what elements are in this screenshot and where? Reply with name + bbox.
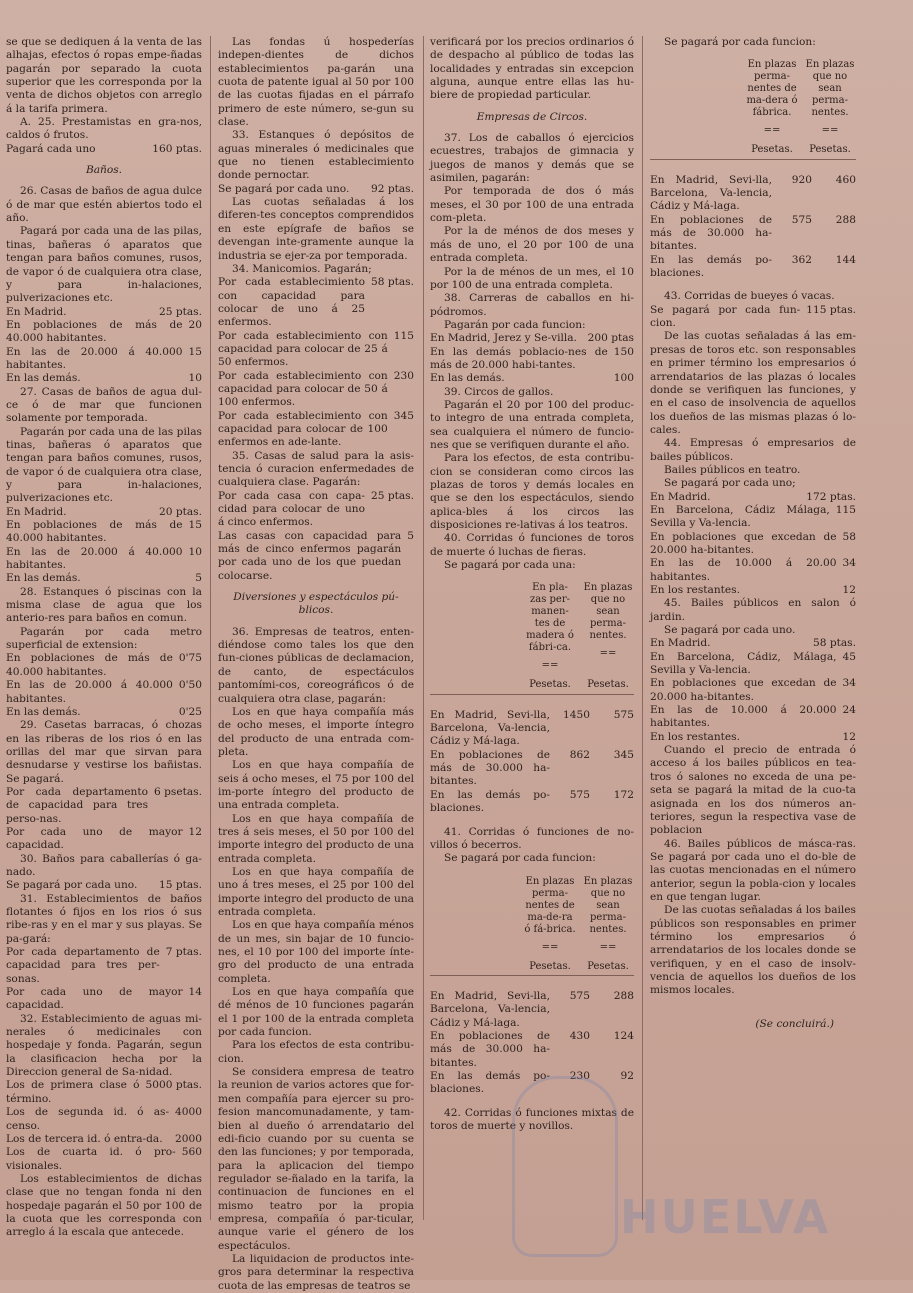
paragraph: 42. Corridas ó funciones mixtas de toros de muerte y novillos. xyxy=(430,1106,634,1132)
paragraph: 31. Establecimientos de baños flotantes ó fijos en los rios ó sus ribe-ras y en el mar y sus playas. Se pa-gará: xyxy=(6,892,202,945)
section-heading: Diversiones y espectáculos pú-blicos. xyxy=(233,591,399,617)
tariff-row: Por cada establecimiento con capacidad para colocar de uno á 25 enfermos. 58 ptas. xyxy=(218,276,414,329)
tariff-row: En Madrid, Jerez y Se-villa. 200 ptas xyxy=(430,332,634,345)
table-row: En Madrid, Sevi-lla, Barcelona, Va-lencia, Cádiz y Má-laga. 575 288 xyxy=(430,989,634,1029)
paragraph: Se pagará por cada uno; xyxy=(664,477,796,490)
table-row: En poblaciones de más de 30.000 ha-bitantes. 575 288 xyxy=(650,213,856,253)
table-row: En Madrid, Sevi-lla, Barcelona, Va-lencia, Cádiz y Má-laga. 1450 575 xyxy=(430,708,634,748)
paragraph: Se pagará por cada funcion: xyxy=(664,36,816,48)
paragraph: Por la de ménos de un mes, el 10 por 100 de una entrada completa. xyxy=(430,265,634,291)
paragraph: Cuando el precio de entrada ó acceso á los bailes públicos en tea-tros ó salones no exceda de una pe-seta se pagará la mitad de la cuo-ta asignada en los dos números an-teriores, segun la respectiva vase de poblacion xyxy=(650,744,856,837)
paragraph: 26. Casas de baños de agua dulce ó de mar que estén abiertos todo el año. xyxy=(6,185,202,225)
paragraph: Pagarán por cada una de las pilas tinas, bañeras ó aparatos que tengan para baños comunes, rusos, de vapor ó de cualquiera otra clase, y para in-halaciones, pulverizaciones etc. xyxy=(6,425,202,505)
paragraph: Los en que haya compañía de seis á ocho meses, el 75 por 100 del im-porte íntegro del producto de una entrada completa. xyxy=(218,759,414,812)
tariff-row: Los de cuarta id. ó pro-visionales. 560 xyxy=(6,1146,202,1172)
tariff-row: En Madrid. 25 ptas. xyxy=(6,305,202,318)
paragraph: Los en que haya compañía de tres á seis meses, el 50 por 100 del importe integro del producto de una entrada completa. xyxy=(218,812,414,865)
section-heading: Empresas de Circos. xyxy=(476,110,588,123)
tariff-row: En los restantes. 12 xyxy=(650,730,856,743)
column-rule xyxy=(642,36,643,1220)
table-row: En las demás po-blaciones. 362 144 xyxy=(650,253,856,280)
tariff-row: En Madrid. 172 ptas. xyxy=(650,490,856,503)
table-header: En plazas perma-nentes de ma-dera ó fábrica. == En plazas que no sean perma-nentes. == xyxy=(746,59,855,137)
tariff-row: En Madrid. 58 ptas. xyxy=(650,637,856,650)
tariff-row: Por cada departamento de capacidad para tres perso-nas. 6 psetas. xyxy=(6,785,202,825)
tariff-row: En las de 10.000 á 20.000 habitantes. 24 xyxy=(650,704,856,730)
tariff-row: En poblaciones que excedan de 20.000 ha-bitantes. 58 xyxy=(650,530,856,556)
paragraph: Para los efectos de esta contribu-cion. xyxy=(218,1039,414,1065)
archive-watermark: HUELVA xyxy=(620,1190,831,1244)
column-rule xyxy=(423,36,424,1220)
paragraph: 34. Manicomios. Pagarán; xyxy=(232,262,372,275)
paragraph: 41. Corridas ó funciones de no-villos ó becerros. xyxy=(430,825,634,851)
paragraph: 44. Empresas ó empresarios de bailes públicos. xyxy=(650,437,856,463)
continuation-note: (Se concluirá.) xyxy=(755,1017,834,1030)
paragraph: 35. Casas de salud para la asis-tencia ó curacion enfermedades de cualquiera clase. Pagarán: xyxy=(218,449,414,489)
paragraph: A. 25. Prestamistas en gra-nos, caldos ó frutos. xyxy=(6,116,202,142)
paragraph: Para los efectos, de esta contribu-cion se consideran como circos las plazas de toros y demás locales en que se den los espectáculos, siendo aplica-bles á los circos las disposiciones re-lativas á los teatros. xyxy=(430,452,634,532)
paragraph: Se considera empresa de teatro la reunion de varios actores que for-men compañía para ejercer su pro-fesion mancomunadamente, y tam-bien al dueño ó arrendatario del edi-ficio cuando por su cuenta se den las funciones; y por temporada, para la aplicacion del tiempo regulador se-ñalado en la tarifa, la continuacion de funciones en el mismo teatro por la propia empresa, compañía ó par-ticular, aunque varie el género de los espectáculos. xyxy=(218,1066,414,1252)
tariff-row: Por cada uno de mayor capacidad. 12 xyxy=(6,825,202,852)
tariff-row: En las de 20.000 á 40.000 habitantes. 10 xyxy=(6,545,202,572)
paragraph: 43. Corridas de bueyes ó vacas. xyxy=(664,290,835,303)
table-row: En Madrid, Sevi-lla, Barcelona, Va-lencia, Cádiz y Má-laga. 920 460 xyxy=(650,173,856,213)
tariff-row: En las demás poblacio-nes de más de 20.000 habi-tantes. 150 xyxy=(430,345,634,371)
tariff-row: Por cada casa con capa-cidad para colocar de uno á cinco enfermos. 25 ptas. xyxy=(218,489,414,529)
column-2 xyxy=(218,36,414,1292)
tariff-row: Los de segunda id. ó as-censo. 4000 xyxy=(6,1106,202,1132)
paragraph: Pagará por cada una de las pilas, tinas, bañeras ó aparatos que tengan para baños comunes, rusos, de vapor ó de cualquiera otra clase, y para in-halaciones, pulverizaciones etc. xyxy=(6,225,202,305)
paragraph: 33. Estanques ó depósitos de aguas minerales ó medicinales que que no tienen establecimiento donde pernoctar. xyxy=(218,129,414,182)
paragraph: 28. Estanques ó piscinas con la misma clase de agua que los anterio-res para baños en comun. xyxy=(6,585,202,625)
tariff-row: Por cada departamento de capacidad para tres per-sonas. 7 ptas. xyxy=(6,946,202,985)
section-heading: Baños. xyxy=(85,164,123,177)
tariff-row: Por cada establecimiento con capacidad para colocar de 50 á 100 enfermos. 230 xyxy=(218,369,414,409)
table-header: En plazas perma-nentes de ma-de-ra ó fá-brica. == En plazas que no sean perma-nentes. == xyxy=(524,875,633,953)
tariff-row: En poblaciones de más de 40.000 habitantes. 20 xyxy=(6,318,202,345)
paragraph: 27. Casas de baños de agua dul-ce ó de mar que funcionen solamente por temporada. xyxy=(6,385,202,425)
tariff-row: Se pagará por cada fun-cion. 115 ptas. xyxy=(650,303,856,330)
paragraph: Se pagará por cada funcion: xyxy=(444,852,596,865)
table-header: En pla-zas per-manen-tes de madera ó fábri-ca. == En plazas que no sean perma-nentes. == xyxy=(526,582,633,672)
tariff-row: En las demás. 100 xyxy=(430,372,634,385)
tariff-row: En poblaciones de más de 40.000 habitantes. 0'75 xyxy=(6,652,202,678)
paragraph: Los en que haya compañía de uno á tres meses, el 25 por 100 del importe integro del producto de una entrada completa. xyxy=(218,865,414,918)
table-units: Pesetas. Pesetas. xyxy=(430,678,634,694)
paragraph: Los en que haya compañía más de ocho meses, el importe íntegro del producto de una entrada com-pleta. xyxy=(218,705,414,758)
paragraph: La liquidacion de productos inte-gros para determinar la respectiva cuota de las empresas de teatros se xyxy=(218,1252,414,1292)
tariff-row: En los restantes. 12 xyxy=(650,584,856,596)
paragraph: Pagarán el 20 por 100 del produc-to integro de una entrada completa, sea cualquiera el número de funcio-nes que se verifiquen durante el año. xyxy=(430,398,634,451)
table-row: En las demás po-blaciones. 230 92 xyxy=(430,1069,634,1096)
paragraph: 39. Circos de gallos. xyxy=(444,385,554,398)
tariff-row: En las demás. 0'25 xyxy=(6,705,202,718)
tariff-row: Las casas con capacidad para más de cinco enfermos pagarán por cada uno de los que puedan colocarse. 5 xyxy=(218,529,414,582)
tariff-row: En las de 20.000 á 40.000 habitantes. 0'50 xyxy=(6,679,202,705)
paragraph: se que se dediquen á la venta de las alhajas, efectos ó ropas empe-ñadas pagarán por separado la cuota superior que les corresponda por la venta de dichos objetos con arreglo á la tarifa primera. xyxy=(6,36,202,115)
paragraph: Bailes públicos en teatro. xyxy=(664,463,801,476)
paragraph: 36. Empresas de teatros, enten-diéndose como tales los que den fun-ciones públicas de declamacion, de canto, de espectáculos pantomími-cos, coreográficos ó de cualquiera otra clase, pagarán: xyxy=(218,625,414,705)
tariff-row: En las demás. 10 xyxy=(6,372,202,385)
tariff-row: Por cada establecimiento con capacidad para colocar de 25 á 50 enfermos. 115 xyxy=(218,329,414,369)
table-units: Pesetas. Pesetas. xyxy=(430,960,634,976)
column-3 xyxy=(430,36,634,1262)
paragraph: Por la de ménos de dos meses y más de uno, el 20 por 100 de una entrada completa. xyxy=(430,225,634,265)
tariff-row: Se pagará por cada uno. 15 ptas. xyxy=(6,879,202,892)
tariff-row: Por cada establecimiento con capacidad para colocar de 100 enfermos en ade-lante. 345 xyxy=(218,409,414,449)
table-units: Pesetas. Pesetas. xyxy=(650,143,856,159)
tariff-row: En las de 10.000 á 20.00 habitantes. 34 xyxy=(650,557,856,583)
paragraph: 46. Bailes públicos de másca-ras. Se pagará por cada uno el do-ble de las cuotas mencionadas en el número anterior, segun la pobla-cion y locales en que tengan lugar. xyxy=(650,837,856,903)
paragraph: 29. Casetas barracas, ó chozas en las riberas de los rios ó en las orillas del mar que sirvan para desnudarse y vestirse los bañistas. Se pagará. xyxy=(6,719,202,785)
tariff-row: En Madrid. 20 ptas. xyxy=(6,505,202,518)
tariff-row: En Barcelona, Cádiz, Málaga, Sevilla y Va-lencia. 45 xyxy=(650,650,856,677)
column-1 xyxy=(6,36,202,1262)
paragraph: 30. Baños para caballerías ó ga-nado. xyxy=(6,852,202,878)
paragraph: 38. Carreras de caballos en hi-pódromos. xyxy=(430,292,634,318)
paragraph: 32. Establecimiento de aguas mi-nerales ó medicinales con hospedaje y fonda. Pagarán, segun la clasificacion hecha por la Direccion general de Sa-nidad. xyxy=(6,1012,202,1079)
paragraph: 40. Corridas ó funciones de toros de muerte ó luchas de fieras. xyxy=(430,532,634,558)
paragraph: 45. Bailes públicos en salon ó jardin. xyxy=(650,597,856,623)
table-row: En poblaciones de más de 30.000 ha-bitantes. 862 345 xyxy=(430,748,634,788)
table-row: En las demás po-blaciones. 575 172 xyxy=(430,788,634,815)
tariff-row: Por cada uno de mayor capacidad. 14 xyxy=(6,986,202,1012)
table-row: En poblaciones de más de 30.000 ha-bitantes. 430 124 xyxy=(430,1029,634,1069)
tariff-row: En Barcelona, Cádiz Málaga, Sevilla y Va-lencia. 115 xyxy=(650,503,856,530)
paragraph: Las fondas ú hospederías indepen-dientes de dichos establecimientos pa-garán una cuota de patente igual al 50 por 100 de las cuotas fijadas en el párrafo primero de este número, se-gun su clase. xyxy=(218,36,414,129)
paragraph: De las cuotas señaladas á los bailes públicos son responsables en primer término los empresarios ó arrendatarios de los locales donde se verifiquen, y en el caso de insolv-vencia de aquellos los dueños de los mismos locales. xyxy=(650,904,856,997)
paragraph: Por temporada de dos ó más meses, el 30 por 100 de una entrada com-pleta. xyxy=(430,185,634,225)
paragraph: Los en que haya compañía ménos de un mes, sin bajar de 10 funcio-nes, el 10 por 100 del importe ínte-gro del producto de una entrada completa. xyxy=(218,919,414,985)
paragraph: Pagarán por cada metro superficial de extension: xyxy=(6,625,202,652)
paragraph: Se pagará por cada uno. xyxy=(664,624,796,637)
paragraph: Las cuotas señaladas á los diferen-tes conceptos comprendidos en este epígrafe de baños se devengan inte-gramente aunque la industria se ejer-za por temporada. xyxy=(218,196,414,262)
tariff-row: Los de primera clase ó término. 5000 ptas. xyxy=(6,1079,202,1105)
tariff-row: En poblaciones que excedan de 20.000 ha-bitantes. 34 xyxy=(650,677,856,703)
tariff-row: Los de tercera id. ó entra-da. 2000 xyxy=(6,1132,202,1145)
paragraph: De las cuotas señaladas á las em-presas de toros etc. son responsables en primer término los empresarios ó arrendatarios de las plazas ó locales donde se verifiquen las funciones, y en el caso de insolvencia de aquellos los dueños de las mismas plazas ó lo-cales. xyxy=(650,330,856,436)
paragraph: Los en que haya compañía que dé ménos de 10 funciones pagarán el 1 por 100 de la entrada completa por cada funcion. xyxy=(218,986,414,1039)
column-4 xyxy=(650,36,856,1262)
tariff-row: En las demás. 5 xyxy=(6,572,202,585)
paragraph: Pagarán por cada funcion: xyxy=(444,318,586,331)
tariff-row: Se pagará por cada uno. 92 ptas. xyxy=(218,182,414,195)
paragraph: 37. Los de caballos ó ejercicios ecuestres, trabajos de gimnacia y juegos de manos y demás que se asimilen, pagarán: xyxy=(430,132,634,185)
paragraph: Se pagará por cada una: xyxy=(444,559,576,572)
tariff-row: En las de 20.000 á 40.000 habitantes. 15 xyxy=(6,345,202,371)
paragraph: verificará por los precios ordinarios ó de despacho al público de todas las localidades y entradas sin excepcion alguna, aunque entre ellas las hu-biere de propiedad particular. xyxy=(430,36,634,102)
column-rule xyxy=(210,36,211,1220)
archive-seal-icon xyxy=(512,1076,618,1257)
tariff-row: Pagará cada uno 160 ptas. xyxy=(6,142,202,155)
tariff-row: En poblaciones de más de 40.000 habitantes. 15 xyxy=(6,519,202,545)
paragraph: Los establecimientos de dichas clase que no tengan fonda ni den hospedaje pagarán el 50 por 100 de la cuota que les corresponda con arreglo á la escala que antecede. xyxy=(6,1172,202,1239)
